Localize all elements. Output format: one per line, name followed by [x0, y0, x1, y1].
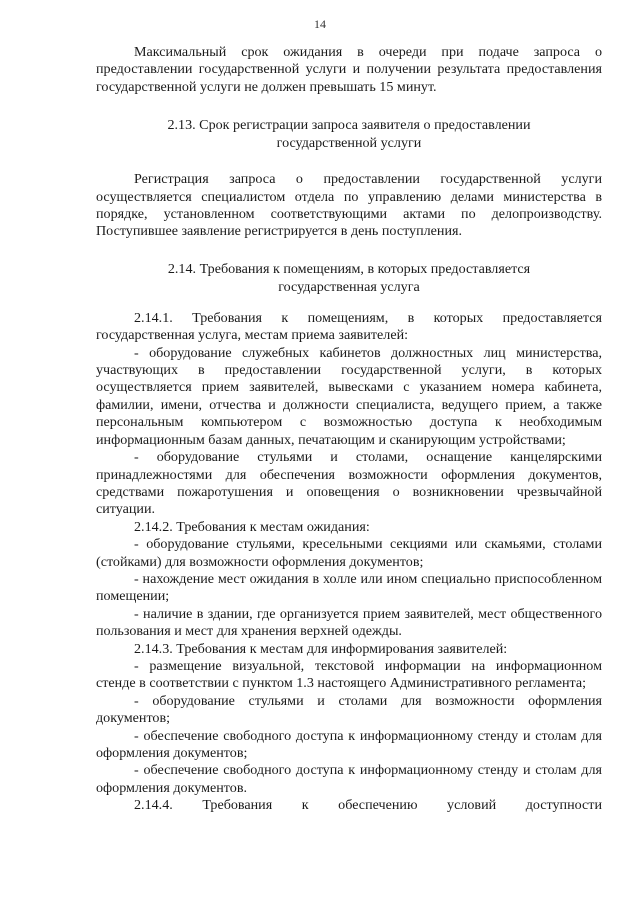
list-item: - оборудование стульями, кресельными секциями или скамьями, столами (стойками) для возможности оформления документов; — [96, 536, 602, 570]
list-item: - оборудование стульями и столами для возможности оформления документов; — [96, 692, 602, 727]
document-body — [96, 44, 602, 815]
list-item: - обеспечение свободного доступа к информационному стенду и столам для оформления документов; — [96, 727, 602, 761]
list-item: - размещение визуальной, текстовой информации на информационном стенде в соответствии с пунктом 1.3 настоящего Административного регламента; — [96, 657, 602, 692]
list-item: - наличие в здании, где организуется прием заявителей, мест общественного пользования и мест для хранения верхней одежды. — [96, 605, 602, 640]
paragraph-2-14-3: 2.14.3. Требования к местам для информирования заявителей: — [134, 640, 508, 657]
section-2-13-heading: 2.13. Срок регистрации запроса заявителя о предоставлении государственной услуги — [167, 117, 531, 152]
paragraph-2-14-2: 2.14.2. Требования к местам ожидания: — [134, 518, 370, 535]
section-2-14-heading: 2.14. Требования к помещениям, в которых предоставляется государственная услуга — [167, 260, 531, 295]
section-2-14-body — [96, 310, 602, 815]
list-item: - оборудование стульями и столами, оснащение канцелярскими принадлежностями для обеспечения возможности оформления документов, средствами пожаротушения и оповещения о возникновении чрезвычайной ситуации. — [96, 449, 602, 518]
section-2-13-paragraph: Регистрация запроса о предоставлении государственной услуги осуществляется специалистом отдела по управлению делами министерства в порядке, установленном соответствующими актами по делопроизводству. Поступившее заявление регистрируется в день поступления. — [96, 171, 602, 240]
list-item: - нахождение мест ожидания в холле или ином специально приспособленном помещении; — [96, 570, 602, 605]
list-item: - обеспечение свободного доступа к информационному стенду и столам для оформления документов. — [96, 762, 602, 796]
page-number: 14 — [314, 17, 326, 31]
list-item: - оборудование служебных кабинетов должностных лиц министерства, участвующих в предоставлении государственной услуги, в которых осуществляется прием заявителей, вывесками с указанием номера кабинета, фамилии, имени, отчества и должности специалиста, ведущего прием, а также персональным компьютером с возможностью доступа к необходимым информационным базам данных, печатающим и сканирующим устройствами; — [96, 344, 602, 448]
paragraph-2-14-1: 2.14.1. Требования к помещениям, в которых предоставляется государственная услуга, местам приема заявителей: — [96, 309, 602, 344]
paragraph-2-14-4: 2.14.4. Требования к обеспечению условий доступности — [134, 797, 602, 814]
intro-paragraph: Максимальный срок ожидания в очереди при подаче запроса о предоставлении государственной услуги и получении результата предоставления государственной услуги не должен превышать 15 минут. — [96, 44, 602, 95]
